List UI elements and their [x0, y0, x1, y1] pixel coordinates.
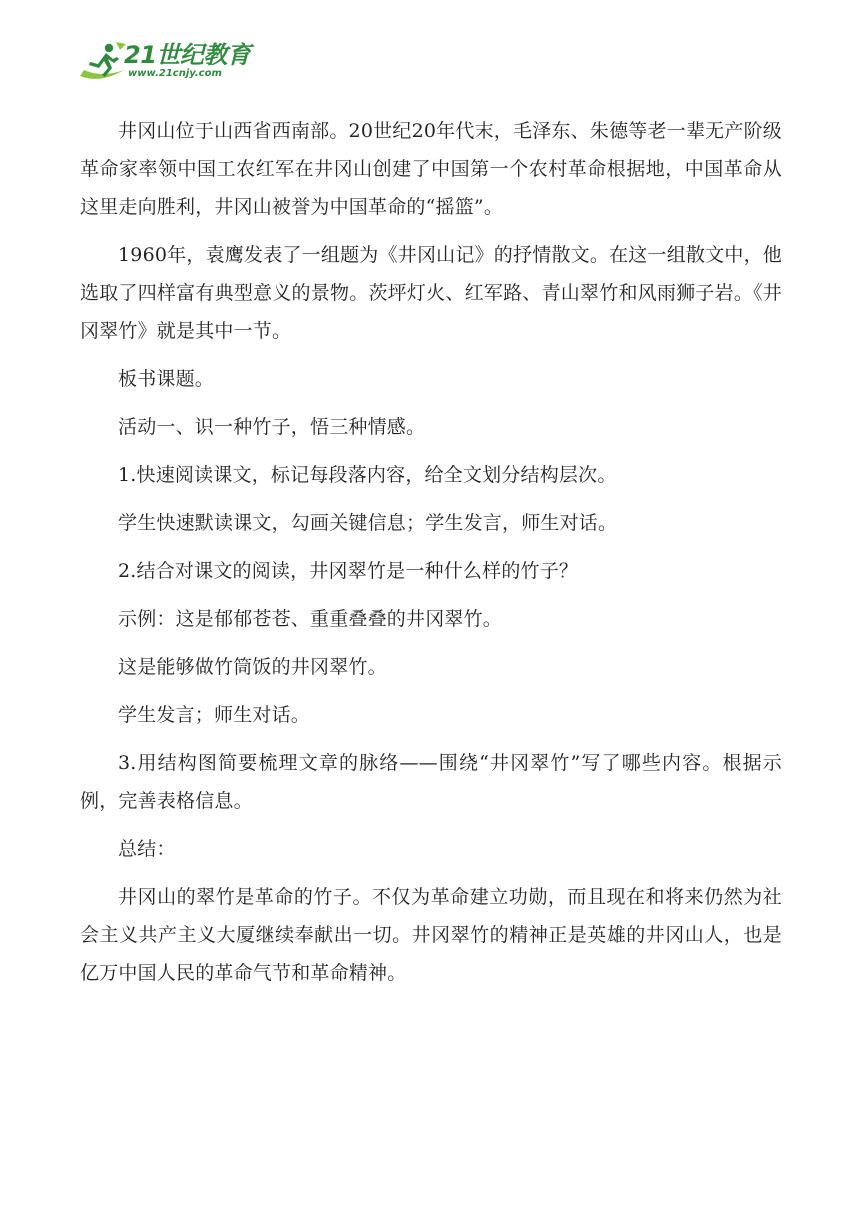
runner-logo-icon	[78, 40, 128, 84]
paragraph-example: 示例：这是郁郁苍苍、重重叠叠的井冈翠竹。	[118, 608, 503, 630]
paragraph-board-title: 板书课题。	[118, 368, 215, 390]
paragraph-step-one: 1.快速阅读课文，标记每段落内容，给全文划分结构层次。	[118, 464, 617, 486]
paragraph-summary: 井冈山的翠竹是革命的竹子。不仅为革命建立功勋，而且现在和将来仍然为社会主义共产主义大厦继续奉献出一切。井冈翠竹的精神正是英雄的井冈山人，也是亿万中国人民的革命气节和革命精神。	[80, 886, 782, 984]
paragraph-step-three: 3.用结构图简要梳理文章的脉络——围绕“井冈翠竹”写了哪些内容。根据示例，完善表格信息。	[80, 752, 782, 812]
paragraph-activity-one: 活动一、识一种竹子，悟三种情感。	[118, 416, 426, 438]
paragraph-example-two: 这是能够做竹筒饭的井冈翠竹。	[118, 656, 387, 678]
page-header	[78, 40, 251, 84]
paragraph-step-two-note: 学生发言；师生对话。	[118, 704, 311, 726]
logo-url-text: www.21cnjy.com	[128, 68, 222, 79]
document-body	[80, 112, 782, 992]
logo-text: 21世纪教育	[124, 41, 251, 69]
paragraph-step-two: 2.结合对课文的阅读，井冈翠竹是一种什么样的竹子？	[118, 560, 579, 582]
paragraph-intro: 井冈山位于山西省西南部。20世纪20年代末，毛泽东、朱德等老一辈无产阶级革命家率领中国工农红军在井冈山创建了中国第一个农村革命根据地，中国革命从这里走向胜利，井冈山被誉为中国革命的“摇篮”。	[80, 120, 782, 218]
paragraph-summary-heading: 总结：	[118, 838, 176, 860]
paragraph-step-one-note: 学生快速默读课文，勾画关键信息；学生发言，师生对话。	[118, 512, 618, 534]
paragraph-background: 1960年，袁鹰发表了一组题为《井冈山记》的抒情散文。在这一组散文中，他选取了四样富有典型意义的景物。茨坪灯火、红军路、青山翠竹和风雨狮子岩。《井冈翠竹》就是其中一节。	[80, 244, 782, 342]
